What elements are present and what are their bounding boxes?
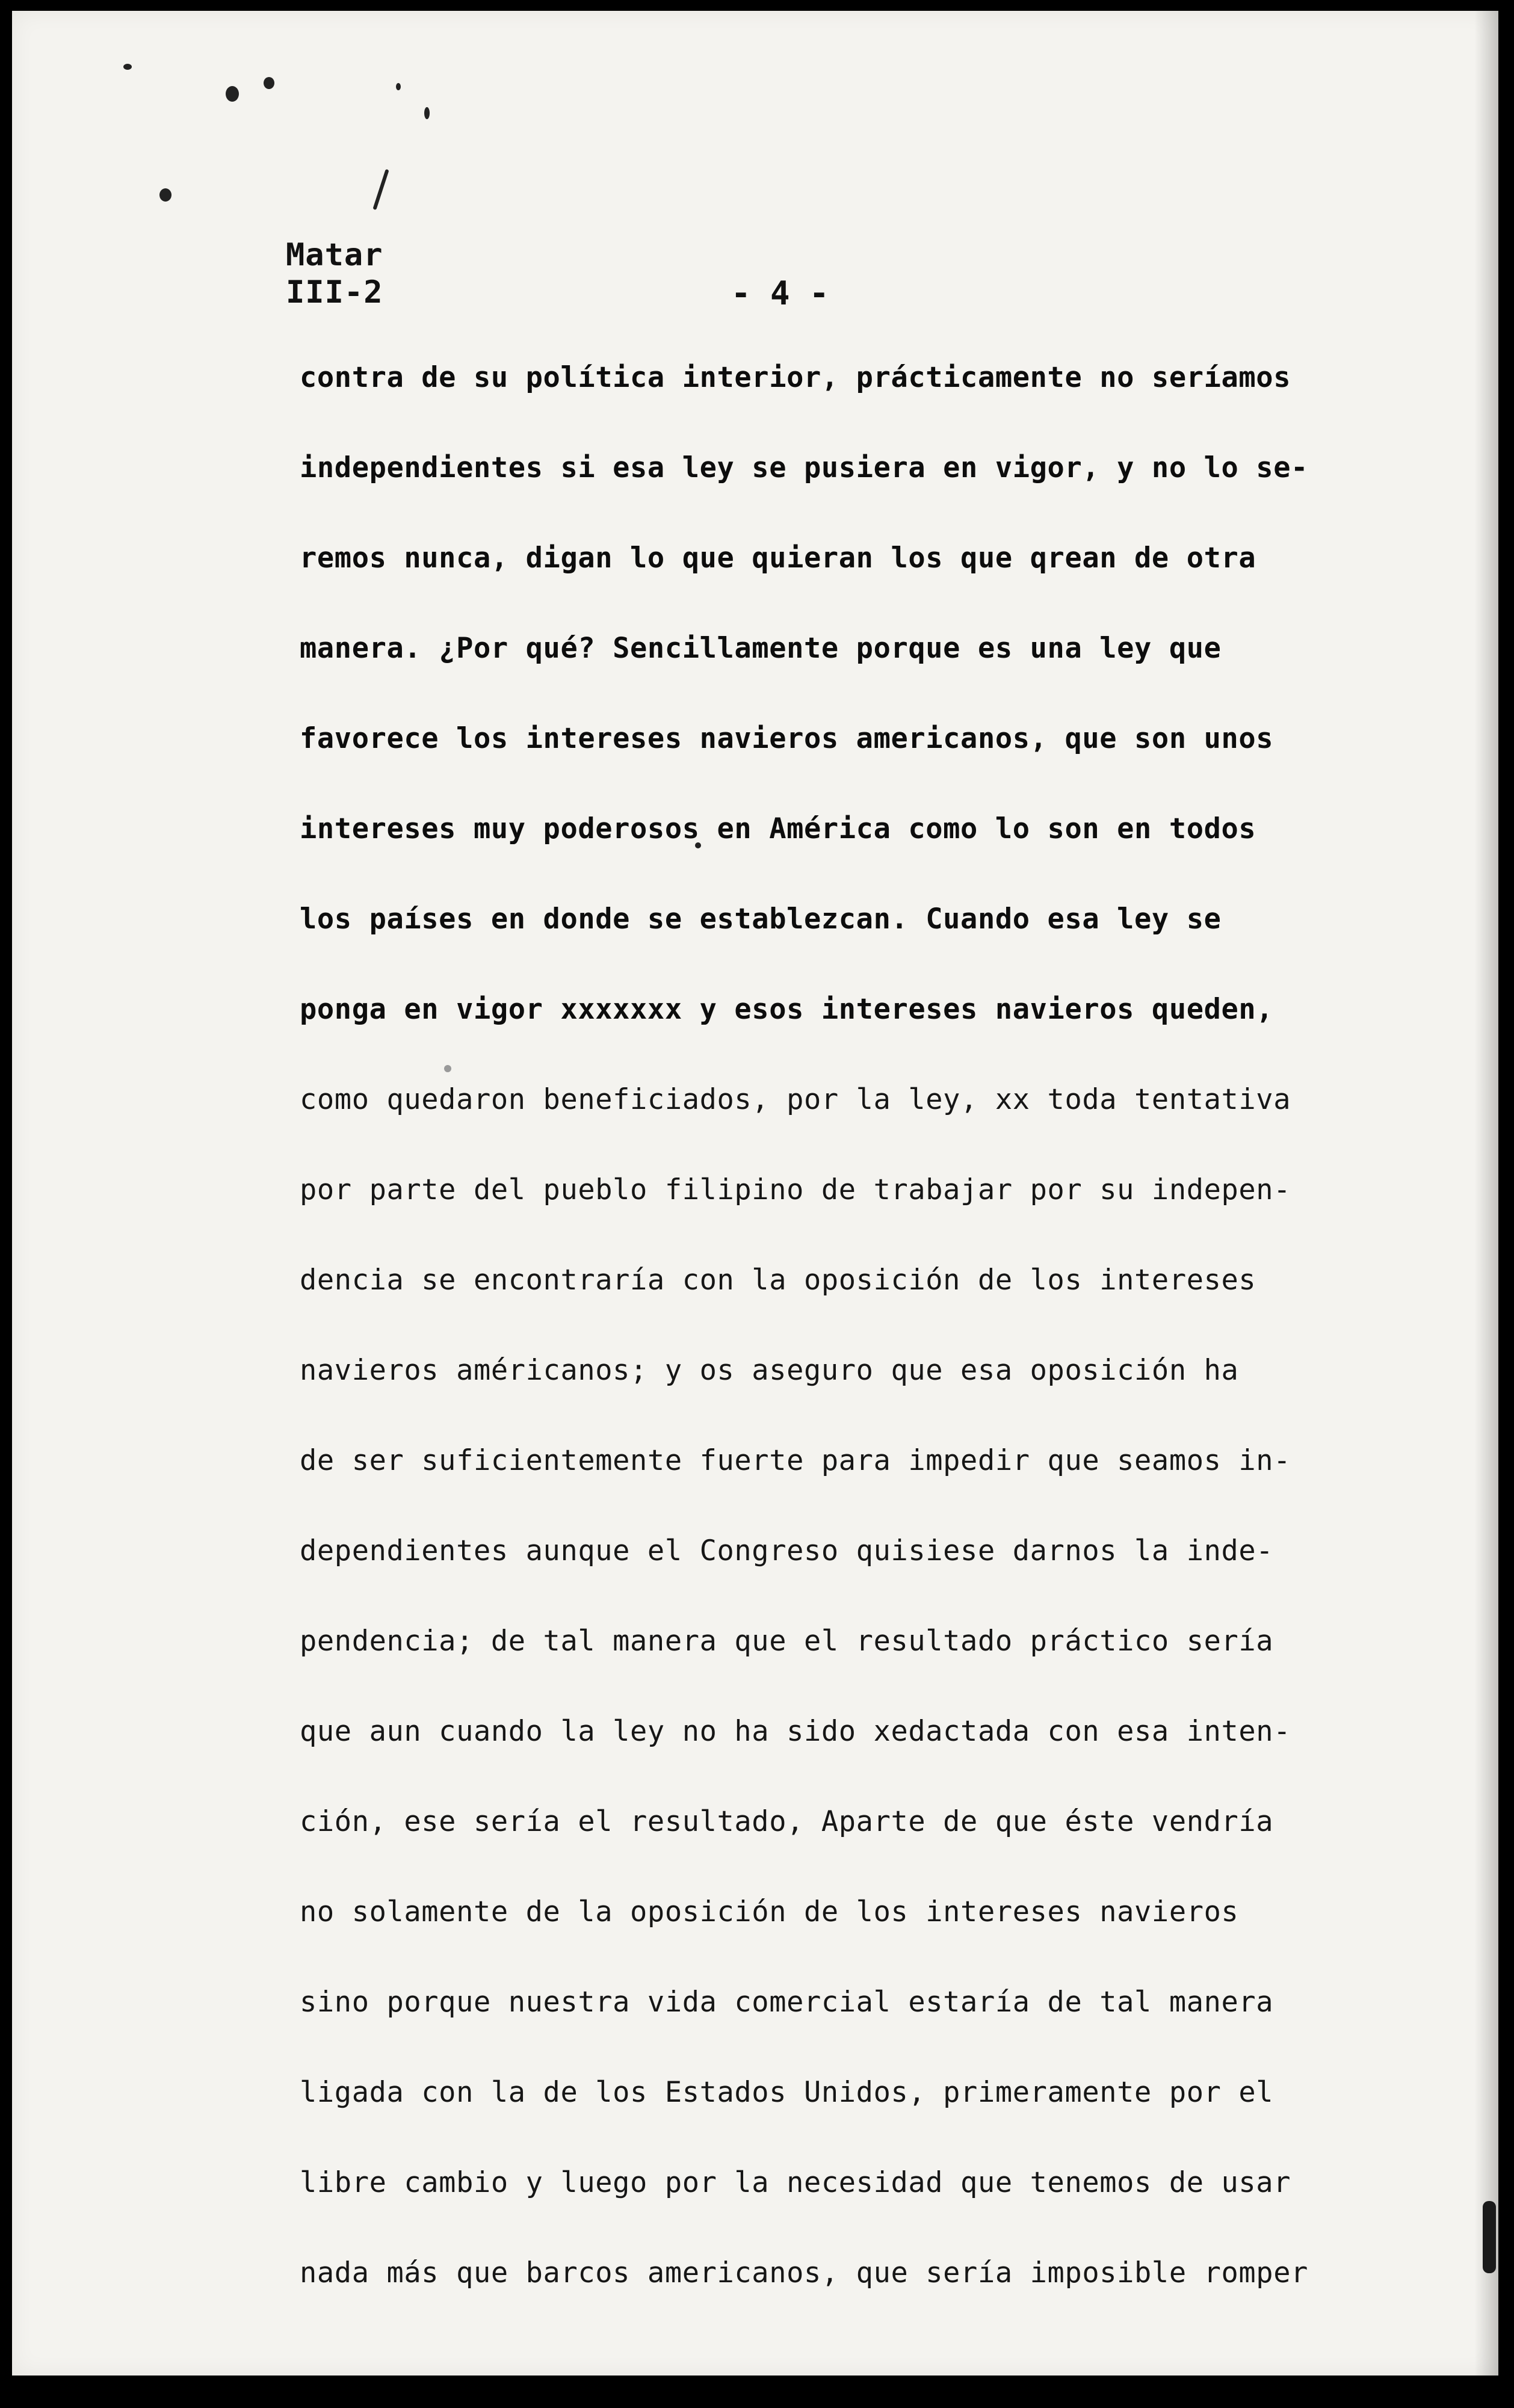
- text-line: favorece los intereses navieros americanos, que son unos: [300, 722, 1274, 755]
- scan-speck: [396, 83, 401, 90]
- scan-speck: [264, 77, 274, 89]
- document-page: [12, 11, 1498, 2376]
- text-line: libre cambio y luego por la necesidad que tenemos de usar: [300, 2166, 1291, 2199]
- text-line: ción, ese sería el resultado, Aparte de que éste vendría: [300, 1805, 1274, 1838]
- text-line: ligada con la de los Estados Unidos, primeramente por el: [300, 2076, 1274, 2109]
- text-line: remos nunca, digan lo que quieran los que qrean de otra: [300, 542, 1256, 575]
- text-line: dependientes aunque el Congreso quisiese darnos la inde-: [300, 1534, 1274, 1567]
- header-reference: III-2: [286, 274, 383, 310]
- text-line: que aun cuando la ley no ha sido xedactada con esa inten-: [300, 1715, 1291, 1748]
- text-line: por parte del pueblo filipino de trabajar por su indepen-: [300, 1173, 1291, 1206]
- text-line: como quedaron beneficiados, por la ley, xx toda tentativa: [300, 1083, 1291, 1116]
- text-line: dencia se encontraría con la oposición de los intereses: [300, 1264, 1256, 1297]
- text-line: nada más que barcos americanos, que sería imposible romper: [300, 2256, 1308, 2289]
- scan-scratch: [372, 169, 389, 210]
- scan-speck: [226, 86, 239, 102]
- text-line: intereses muy poderosos en América como lo son en todos: [300, 812, 1256, 845]
- page-number: - 4 -: [731, 274, 829, 312]
- page-edge-shadow: [1474, 11, 1498, 2376]
- text-line: contra de su política interior, prácticamente no seríamos: [300, 361, 1291, 394]
- text-line: los países en donde se establezcan. Cuando esa ley se: [300, 903, 1222, 936]
- text-line: navieros américanos; y os aseguro que esa oposición ha: [300, 1354, 1239, 1387]
- text-line: no solamente de la oposición de los intereses navieros: [300, 1895, 1239, 1928]
- text-line: ponga en vigor xxxxxxx y esos intereses navieros queden,: [300, 993, 1274, 1026]
- scan-edge-mark: [1483, 2201, 1496, 2273]
- scan-speck: [424, 107, 430, 119]
- body-text: [300, 357, 1383, 2342]
- text-line: independientes si esa ley se pusiera en vigor, y no lo se-: [300, 451, 1308, 484]
- text-line: pendencia; de tal manera que el resultado práctico sería: [300, 1625, 1274, 1658]
- scan-speck: [123, 64, 132, 70]
- document-header: [286, 236, 383, 311]
- header-name: Matar: [286, 237, 383, 273]
- text-line: manera. ¿Por qué? Sencillamente porque es una ley que: [300, 632, 1222, 665]
- text-line: sino porque nuestra vida comercial estaría de tal manera: [300, 1986, 1274, 2019]
- scan-speck: [159, 188, 171, 202]
- text-line: de ser suficientemente fuerte para impedir que seamos in-: [300, 1444, 1291, 1477]
